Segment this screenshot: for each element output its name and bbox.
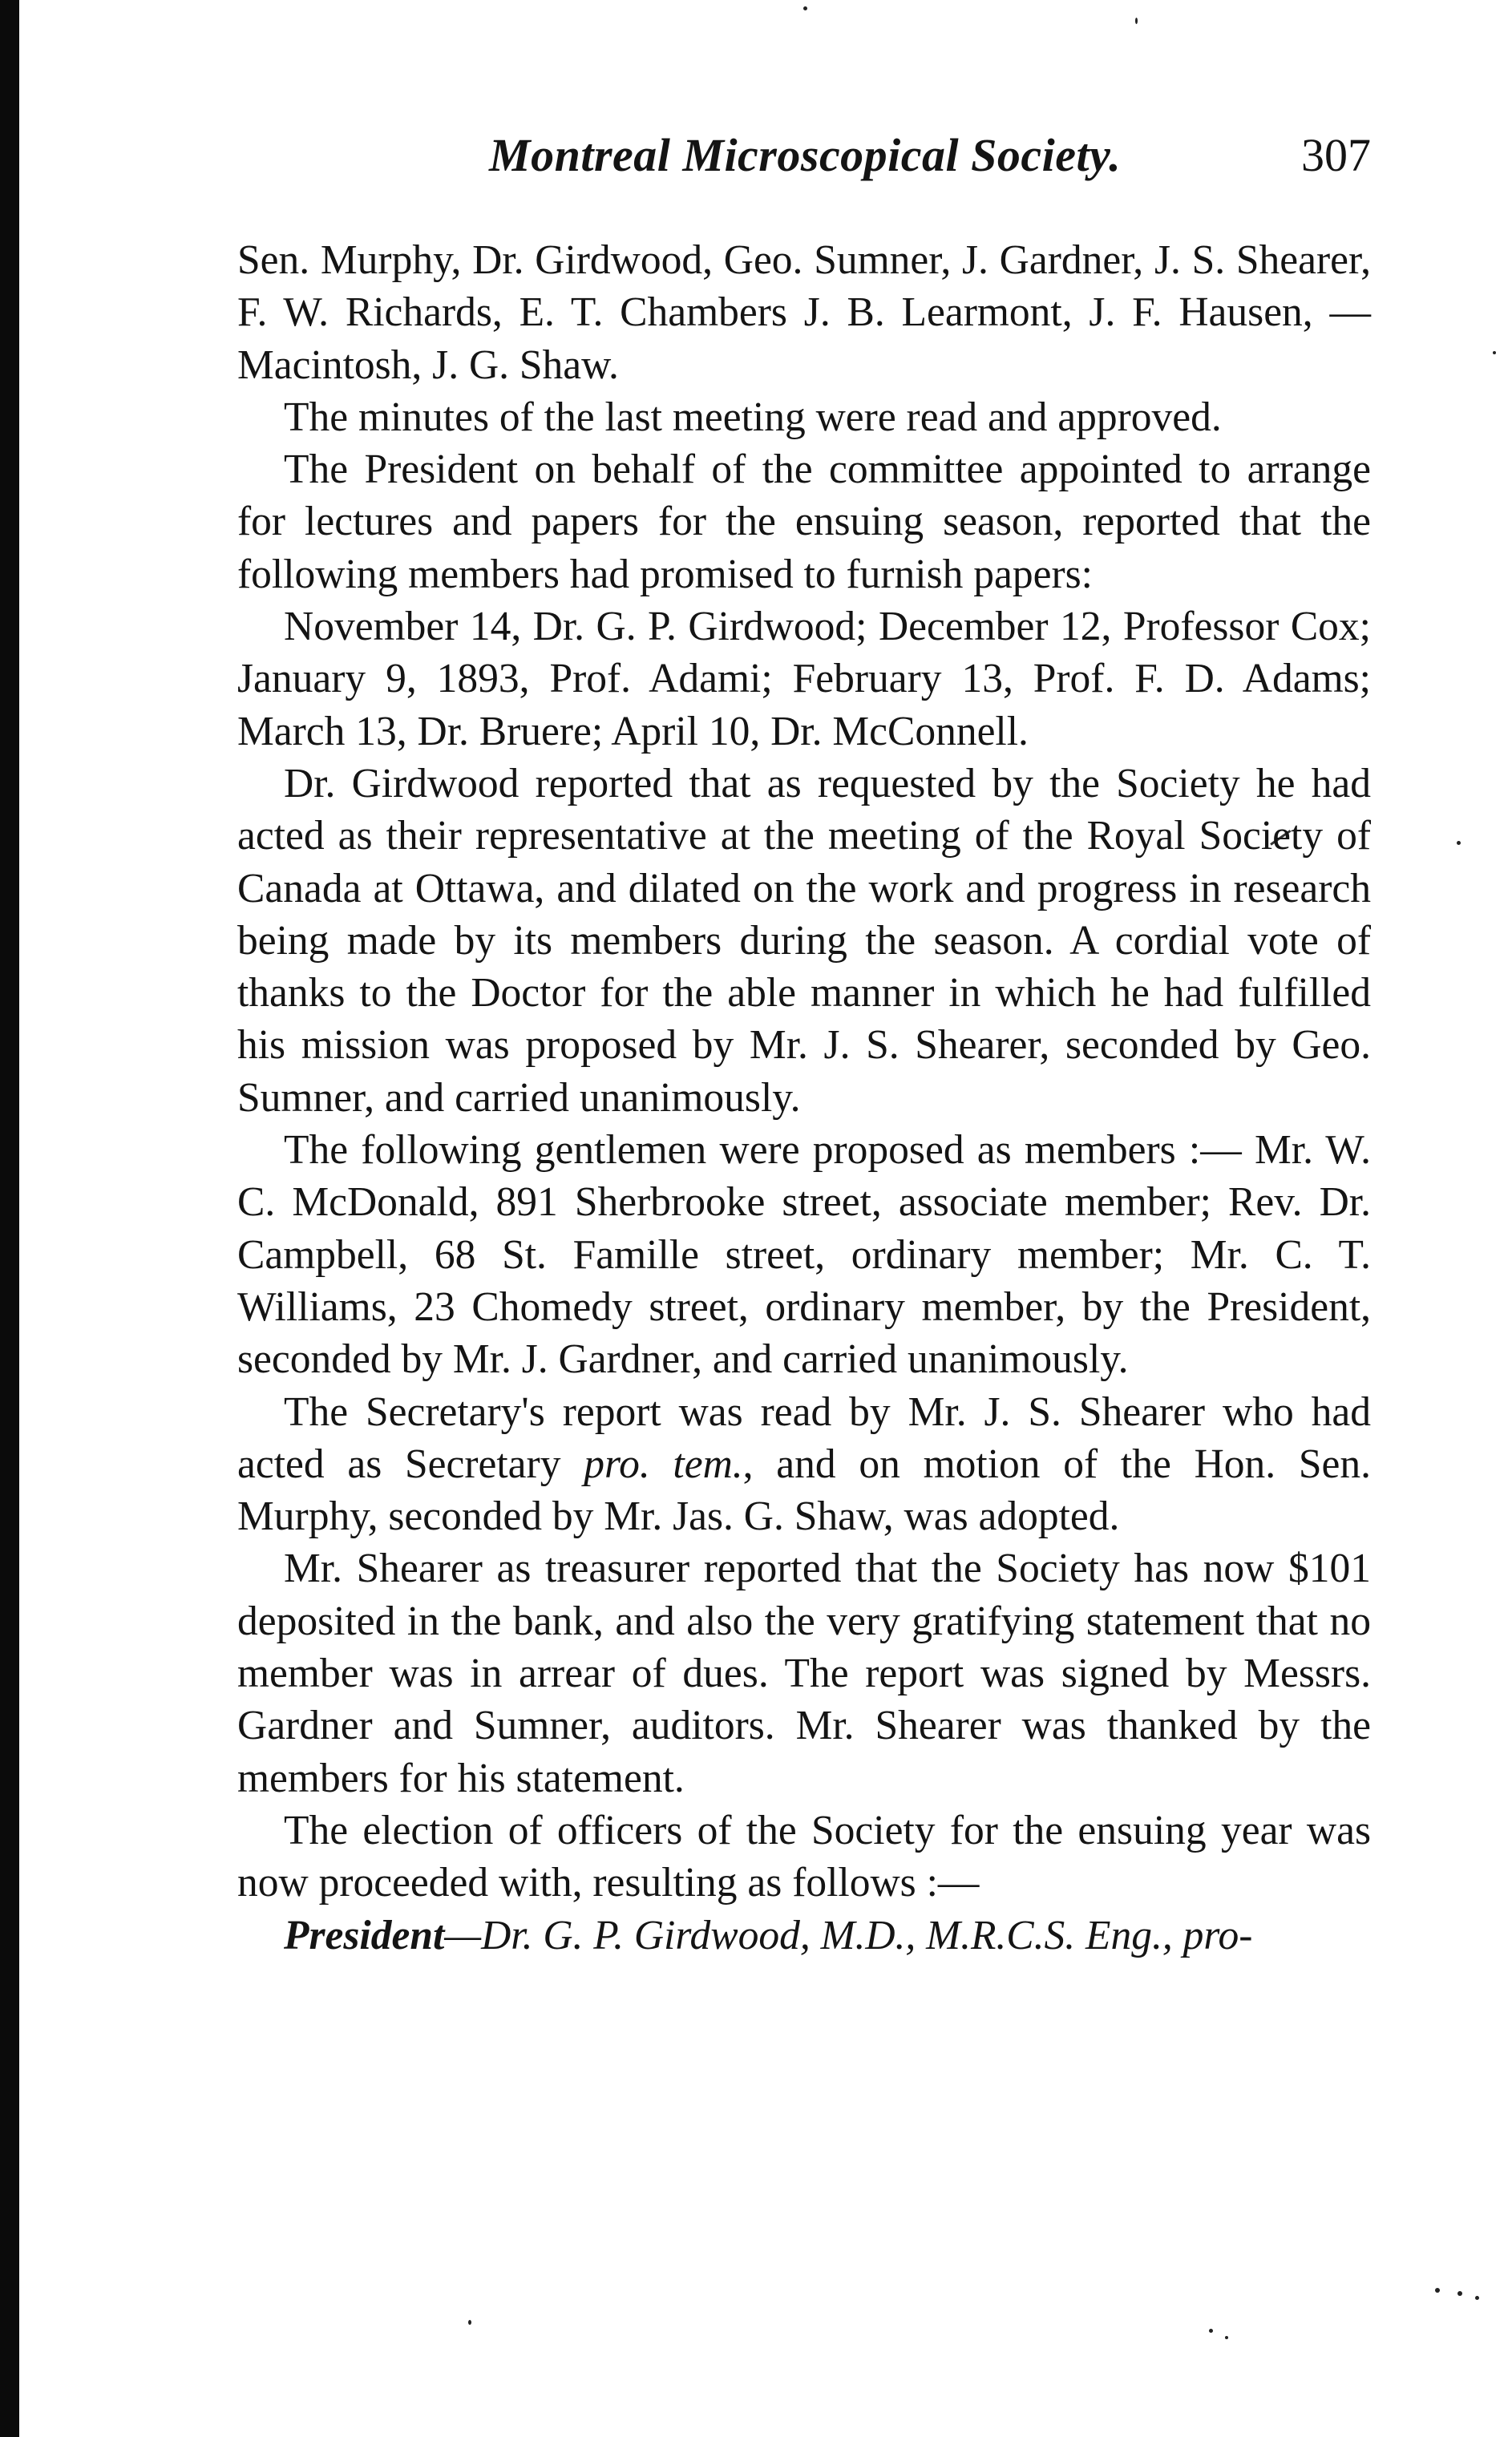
paragraph-lectures: The President on behalf of the committee appointed to arrange for lectures and papers for the ensuing season, reported that the following members had promised to furnish papers: <box>237 447 1371 597</box>
paragraph-schedule: November 14, Dr. G. P. Girdwood; December 12, Professor Cox; January 9, 1893, Prof. Adami; February 13, Prof. F. D. Adams; March 13, Dr. Bruere; April 10, Dr. McConnell. <box>237 604 1371 754</box>
scan-speck <box>1457 2291 1462 2296</box>
scan-speck <box>1225 2336 1228 2339</box>
page-edge-shadow <box>0 0 19 2437</box>
page-body <box>237 234 1371 1962</box>
paragraph-royal-society: Dr. Girdwood reported that as requested by the Society he had acted as their representative at the meeting of the Royal Society of Canada at Ottawa, and dilated on the work and progress in research being made by its members during the season. A cordial vote of thanks to the Doctor for the able manner in which he had fulfilled his mission was proposed by Mr. J. S. Shearer, seconded by Geo. Sumner, and carried unanimously. <box>237 760 1371 1121</box>
scan-speck <box>803 6 807 10</box>
running-title: Montreal Microscopical Society. <box>489 129 1122 181</box>
paragraph-attendees: Sen. Murphy, Dr. Girdwood, Geo. Sumner, J. Gardner, J. S. Shearer, F. W. Richards, E. T. Chambers J. B. Learmont, J. F. Hausen, — Macintosh, J. G. Shaw. <box>237 237 1371 388</box>
officer-president <box>237 1910 1371 1962</box>
scan-speck <box>1457 841 1461 845</box>
scan-speck <box>1435 2288 1440 2293</box>
secretary-text-before: The Secretary's report was read by Mr. J. S. Shearer who had acted as Secretary <box>237 1388 1371 1487</box>
scan-speck <box>1209 2329 1213 2333</box>
officer-president-details: —Dr. G. P. Girdwood, M.D., M.R.C.S. Eng., pro- <box>444 1912 1253 1958</box>
paragraph-secretary-report <box>237 1386 1371 1543</box>
secretary-text-after: , and on motion of the Hon. Sen. Murphy, seconded by Mr. Jas. G. Shaw, was adopted. <box>237 1441 1371 1540</box>
paragraph-minutes: The minutes of the last meeting were read and approved. <box>284 394 1222 440</box>
scan-speck <box>1135 18 1138 24</box>
scan-speck <box>1493 351 1496 354</box>
paragraph-new-members: The following gentlemen were proposed as members :— Mr. W. C. McDonald, 891 Sherbrooke street, associate member; Rev. Dr. Campbell, 68 St. Famille street, ordinary member; Mr. C. T. Williams, 23 Chomedy street, ordinary member, by the President, seconded by Mr. J. Gardner, and carried unanimously. <box>237 1127 1371 1383</box>
paragraph-treasurer-report: Mr. Shearer as treasurer reported that the Society has now $101 deposited in the bank, and also the very gratifying statement that no member was in arrear of dues. The report was signed by Messrs. Gardner and Sumner, auditors. Mr. Shearer was thanked by the members for his statement. <box>237 1546 1371 1801</box>
page-number: 307 <box>1301 129 1371 181</box>
secretary-pro-tem: pro. tem. <box>584 1441 743 1487</box>
scan-speck <box>1475 2296 1479 2300</box>
officer-role-president: President <box>284 1912 445 1958</box>
paragraph-election: The election of officers of the Society for the ensuing year was now proceeded with, resulting as follows :— <box>237 1807 1371 1906</box>
page-header <box>241 128 1371 208</box>
scan-speck <box>468 2320 471 2325</box>
